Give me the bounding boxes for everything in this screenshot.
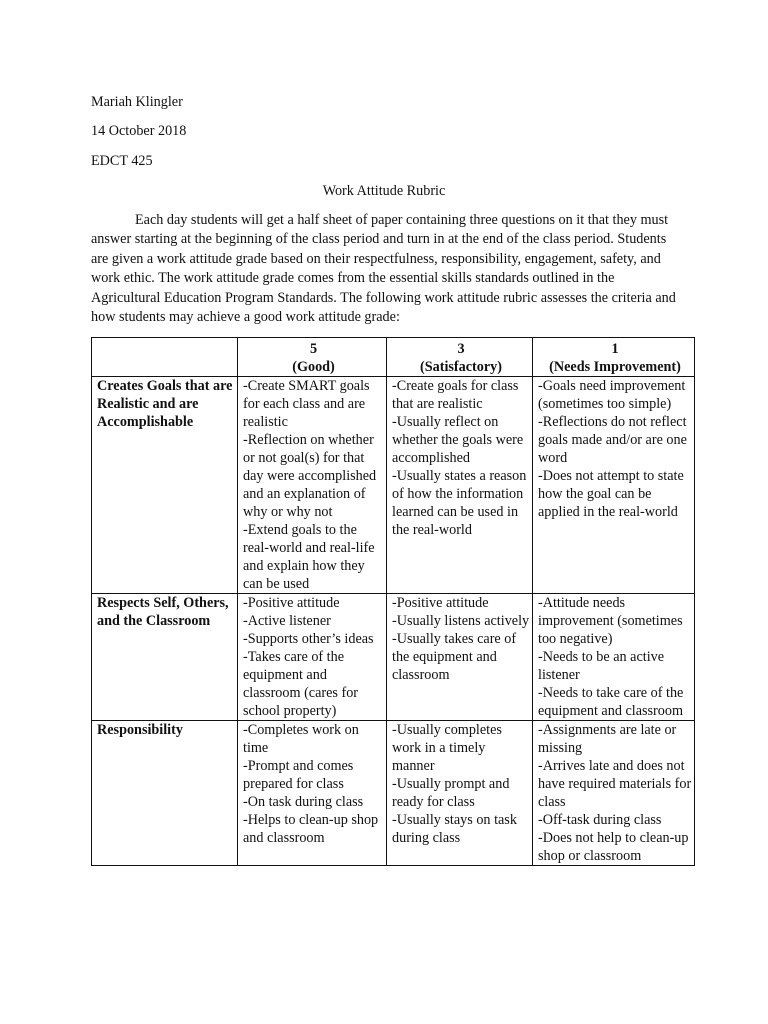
descriptor: -Does not help to clean-up shop or classroom (538, 830, 689, 864)
document-title: Work Attitude Rubric (322, 183, 446, 199)
descriptor: -Usually takes care of the equipment and classroom (392, 631, 517, 683)
rubric-table (91, 337, 695, 866)
header-label: (Satisfactory) (420, 359, 502, 375)
author-name: Mariah Klingler (91, 94, 183, 110)
needs-improvement-cell (533, 721, 695, 866)
descriptor: -Attitude needs improvement (sometimes too negative) (538, 595, 683, 647)
descriptor: -Helps to clean-up shop and classroom (243, 812, 379, 846)
header-score: 1 (611, 341, 619, 357)
header-cell-needs-improvement (533, 338, 695, 377)
document-date: 14 October 2018 (91, 123, 187, 139)
descriptor: -Active listener (243, 613, 331, 629)
descriptor: -Reflection on whether or not goal(s) for that day were accomplished and an explanation of why or why not (243, 432, 377, 520)
good-cell (238, 594, 387, 721)
descriptor: -Completes work on time (243, 722, 359, 756)
descriptor: -Prompt and comes prepared for class (243, 758, 354, 792)
descriptor: -Create goals for class that are realistic (392, 378, 519, 412)
criterion-cell: Respects Self, Others, and the Classroom (92, 594, 238, 721)
descriptor: -Needs to be an active listener (538, 649, 665, 683)
good-cell (238, 377, 387, 594)
descriptor: -Assignments are late or missing (538, 722, 677, 756)
header-label: (Needs Improvement) (549, 359, 681, 375)
descriptor: -Usually stays on task during class (392, 812, 517, 846)
header-cell-good (238, 338, 387, 377)
descriptor: -Positive attitude (392, 595, 489, 611)
descriptor: -Off-task during class (538, 812, 662, 828)
descriptor: -Supports other’s ideas (243, 631, 374, 647)
header-label: (Good) (292, 359, 335, 375)
descriptor: -Goals need improvement (sometimes too simple) (538, 378, 686, 412)
descriptor: -Takes care of the equipment and classroom (cares for school property) (243, 649, 359, 719)
descriptor: -Usually prompt and ready for class (392, 776, 510, 810)
descriptor: -Reflections do not reflect goals made and/or are one word (538, 414, 687, 466)
satisfactory-cell (387, 721, 533, 866)
descriptor: -Usually states a reason of how the information learned can be used in the real-world (392, 468, 527, 538)
header-score: 3 (457, 341, 465, 357)
header-cell-satisfactory (387, 338, 533, 377)
criterion-cell: Creates Goals that are Realistic and are Accomplishable (92, 377, 238, 594)
intro-paragraph: Each day students will get a half sheet of paper containing three questions on it that they must answer starting at the beginning of the class period and turn in at the end of the class period. Students are given a work attitude grade based on their respectfulness, responsibility, engagement, safety, and work ethic. The work attitude grade comes from the essential skills standards outlined in the Agricultural Education Program Standards. The following work attitude rubric assesses the criteria and how students may achieve a good work attitude grade: (91, 212, 676, 326)
rubric-row-goals (92, 377, 695, 594)
descriptor: -Usually listens actively (392, 613, 530, 629)
descriptor: -Does not attempt to state how the goal can be applied in the real-world (538, 468, 684, 520)
rubric-row-respect (92, 594, 695, 721)
satisfactory-cell (387, 377, 533, 594)
header-score: 5 (309, 341, 318, 357)
good-cell (238, 721, 387, 866)
criterion-cell: Responsibility (92, 721, 238, 866)
rubric-row-responsibility (92, 721, 695, 866)
needs-improvement-cell (533, 594, 695, 721)
header-cell-criteria (92, 338, 238, 377)
descriptor: -Positive attitude (243, 595, 340, 611)
descriptor: -On task during class (243, 794, 364, 810)
descriptor: -Usually reflect on whether the goals were accomplished (392, 414, 524, 466)
descriptor: -Needs to take care of the equipment and classroom (538, 685, 684, 719)
descriptor: -Arrives late and does not have required materials for class (538, 758, 692, 810)
needs-improvement-cell (533, 377, 695, 594)
rubric-header-row (92, 338, 695, 377)
descriptor: -Create SMART goals for each class and are realistic (243, 378, 370, 430)
course-code: EDCT 425 (91, 153, 153, 169)
satisfactory-cell (387, 594, 533, 721)
descriptor: -Extend goals to the real-world and real-life and explain how they can be used (243, 522, 375, 592)
descriptor: -Usually completes work in a timely manner (392, 722, 502, 774)
